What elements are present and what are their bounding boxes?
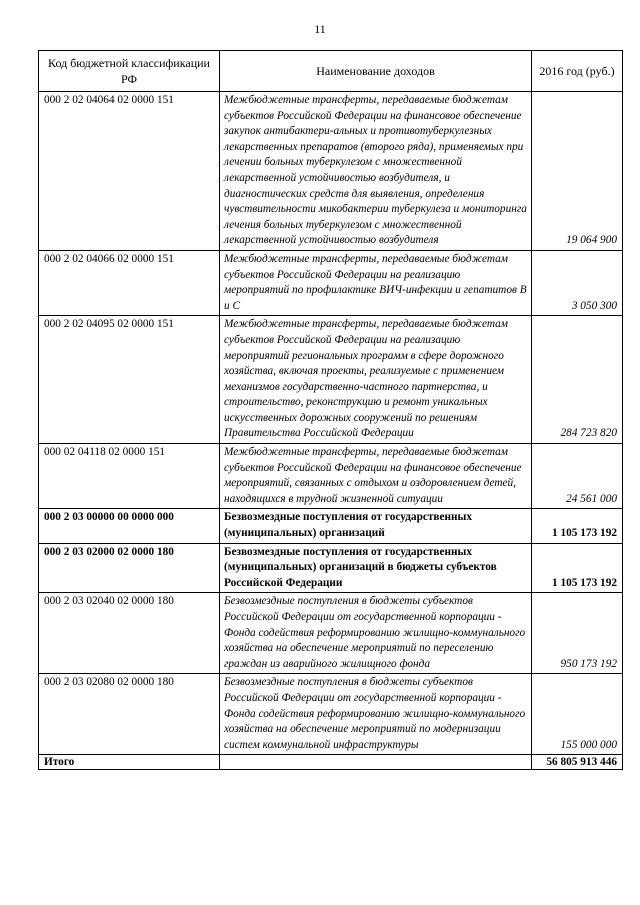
row-amount: 284 723 820 — [532, 316, 623, 444]
total-empty-cell — [220, 755, 532, 770]
row-code: 000 2 03 02080 02 0000 180 — [39, 674, 220, 755]
total-row — [39, 755, 623, 770]
row-amount: 155 000 000 — [532, 674, 623, 755]
page-number: 11 — [314, 22, 326, 36]
row-name: Межбюджетные трансферты, передаваемые бюджетам субъектов Российской Федерации на реализацию мероприятий по профилактике ВИЧ-инфекции и гепатитов В и С — [220, 250, 532, 315]
table-row — [39, 316, 623, 444]
table-row — [39, 250, 623, 315]
row-amount: 24 561 000 — [532, 444, 623, 509]
header-name: Наименование доходов — [220, 51, 532, 92]
table-row — [39, 444, 623, 509]
row-code: 000 02 04118 02 0000 151 — [39, 444, 220, 509]
row-code: 000 2 02 04066 02 0000 151 — [39, 250, 220, 315]
table-row — [39, 593, 623, 674]
row-name: Безвозмездные поступления от государственных (муниципальных) организаций в бюджеты субъектов Российской Федерации — [220, 543, 532, 593]
row-code: 000 2 03 00000 00 0000 000 — [39, 509, 220, 543]
row-amount: 19 064 900 — [532, 92, 623, 251]
row-amount: 1 105 173 192 — [532, 543, 623, 593]
row-name: Безвозмездные поступления от государственных (муниципальных) организаций — [220, 509, 532, 543]
table-row — [39, 509, 623, 543]
row-amount: 1 105 173 192 — [532, 509, 623, 543]
table-row — [39, 92, 623, 251]
row-name: Межбюджетные трансферты, передаваемые бюджетам субъектов Российской Федерации на реализацию мероприятий региональных программ в сфере дорожного хозяйства, включая проекты, реализуемые с применением механизмов государственно-частного партнерства, и строительство, реконструкцию и ремонт уникальных искусственных дорожных сооружений по решениям Правительства Российской Федерации — [220, 316, 532, 444]
row-code: 000 2 02 04064 02 0000 151 — [39, 92, 220, 251]
row-name: Межбюджетные трансферты, передаваемые бюджетам субъектов Российской Федерации на финансовое обеспечение мероприятий, связанных с отдыхом и оздоровлением детей, находящихся в трудной жизненной ситуации — [220, 444, 532, 509]
revenue-table — [38, 50, 623, 770]
row-code: 000 2 03 02040 02 0000 180 — [39, 593, 220, 674]
header-amount: 2016 год (руб.) — [532, 51, 623, 92]
row-amount: 950 173 192 — [532, 593, 623, 674]
row-code: 000 2 02 04095 02 0000 151 — [39, 316, 220, 444]
table-row — [39, 674, 623, 755]
row-name: Межбюджетные трансферты, передаваемые бюджетам субъектов Российской Федерации на финансовое обеспечение закупок антибактери-альных и противотуберкулезных лекарственных препаратов (второго ряда), применяемых при лечении больных туберкулезом с множественной лекарственной устойчивостью возбудителя, и диагностических средств для выявления, определения чувствительности микобактерии туберкулеза и мониторинга лечения больных туберкулезом с множественной лекарственной устойчивостью возбудителя — [220, 92, 532, 251]
total-amount: 56 805 913 446 — [532, 755, 623, 770]
table-header-row — [39, 51, 623, 92]
total-label: Итого — [39, 755, 220, 770]
row-code: 000 2 03 02000 02 0000 180 — [39, 543, 220, 593]
row-name: Безвозмездные поступления в бюджеты субъектов Российской Федерации от государственной корпорации - Фонда содействия реформированию жилищно-коммунального хозяйства на обеспечение мероприятий по переселению граждан из аварийного жилищного фонда — [220, 593, 532, 674]
header-code: Код бюджетной классификации РФ — [39, 51, 220, 92]
row-amount: 3 050 300 — [532, 250, 623, 315]
row-name: Безвозмездные поступления в бюджеты субъектов Российской Федерации от государственной корпорации - Фонда содействия реформированию жилищно-коммунального хозяйства на обеспечение мероприятий по модернизации систем коммунальной инфраструктуры — [220, 674, 532, 755]
table-row — [39, 543, 623, 593]
